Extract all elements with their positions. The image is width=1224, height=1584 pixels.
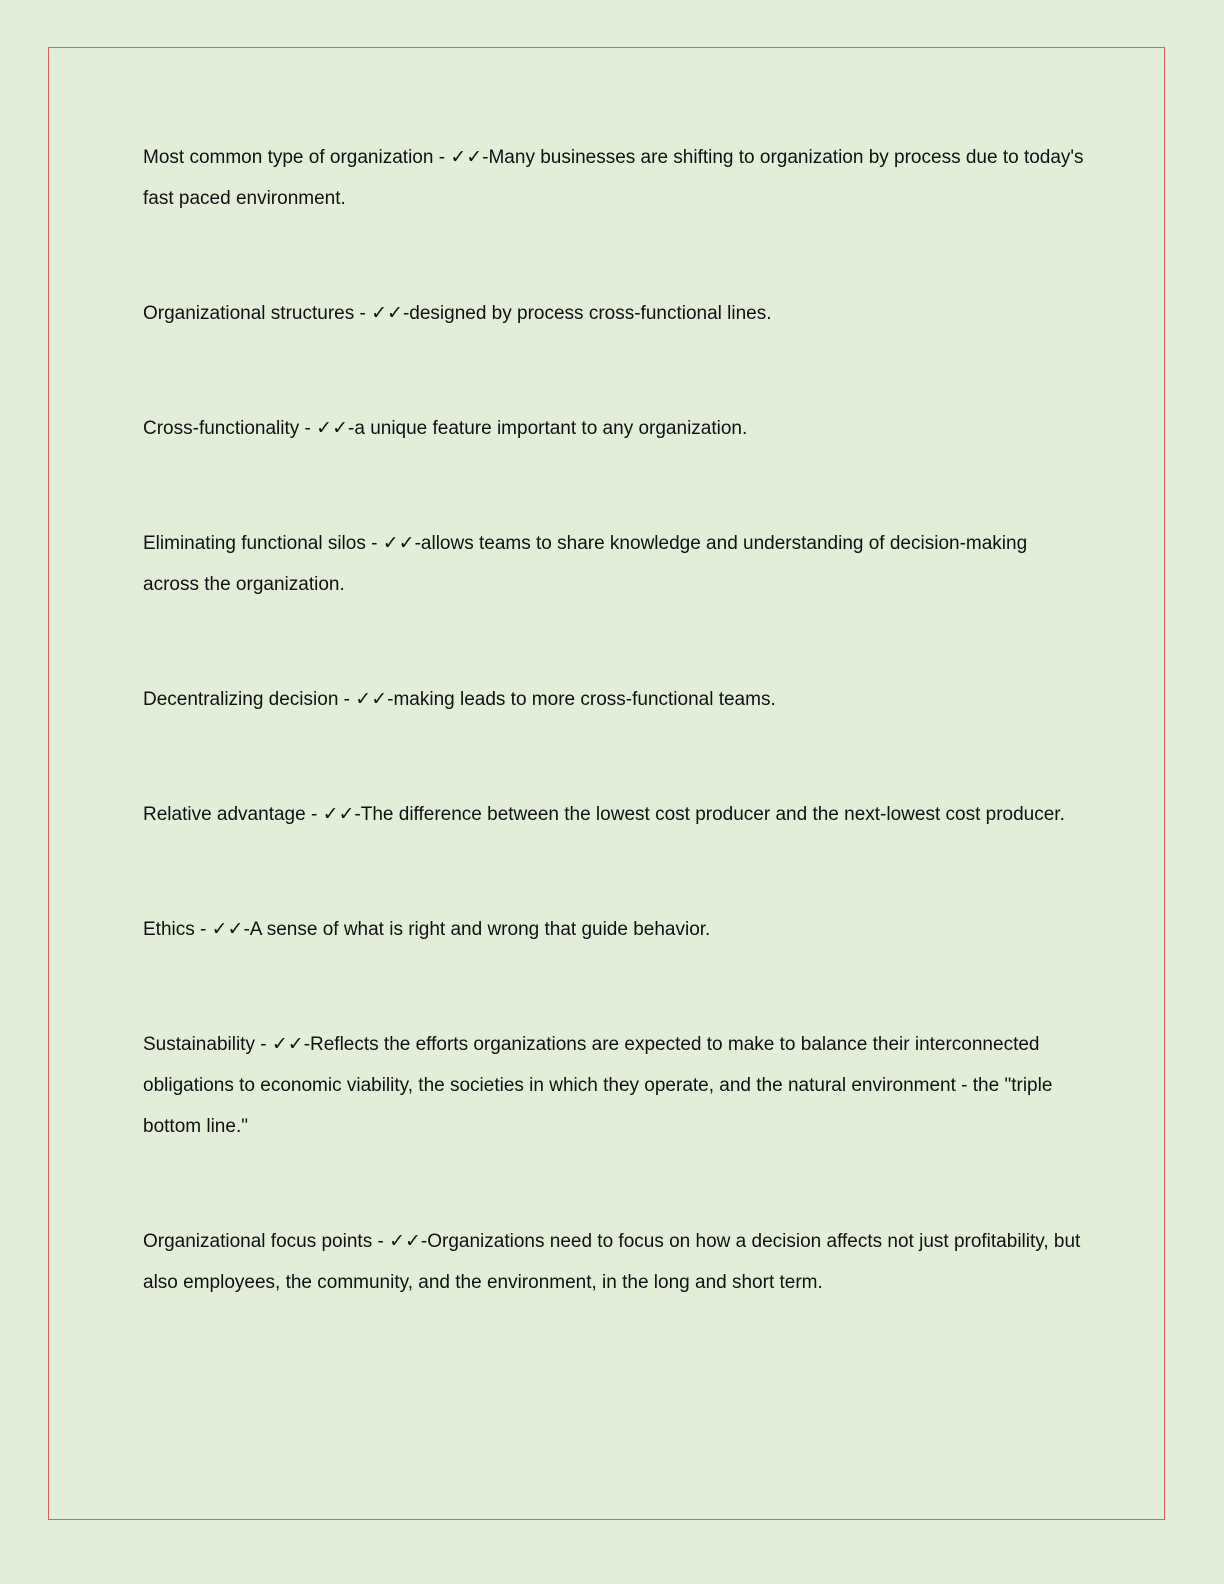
entry-relative-advantage xyxy=(143,794,1088,835)
entry-term: Relative advantage xyxy=(143,804,306,825)
entry-separator: - xyxy=(365,533,383,554)
entry-definition: -Organizations need to focus on how a decision affects not just profitability, but also employees, the community, and the environment, in the long and short term. xyxy=(143,1231,1081,1293)
entry-separator: - xyxy=(194,919,212,940)
entry-separator: - xyxy=(305,804,323,825)
checkmark-icon: ✓✓ xyxy=(355,688,388,710)
checkmark-icon: ✓✓ xyxy=(389,1230,421,1252)
entry-definition: -Reflects the efforts organizations are expected to make to balance their interconnected obligations to economic viability, the societies in which they operate, and the natural environment - the "triple bottom line." xyxy=(143,1034,1053,1137)
document-body xyxy=(143,137,1088,1303)
checkmark-icon: ✓✓ xyxy=(271,1033,304,1055)
entry-definition: -A sense of what is right and wrong that guide behavior. xyxy=(243,919,711,940)
entry-separator: - xyxy=(299,418,317,439)
entry-term: Organizational focus points xyxy=(143,1231,373,1252)
entry-most-common-type xyxy=(143,137,1088,219)
entry-definition: -a unique feature important to any organization. xyxy=(348,418,748,439)
entry-term: Ethics xyxy=(143,919,195,940)
entry-separator: - xyxy=(254,1034,272,1055)
entry-separator: - xyxy=(372,1231,390,1252)
entry-term: Sustainability xyxy=(143,1034,255,1055)
entry-ethics xyxy=(143,909,1088,950)
checkmark-icon: ✓✓ xyxy=(316,417,349,439)
checkmark-icon: ✓✓ xyxy=(382,532,415,554)
entry-definition: -making leads to more cross-functional teams. xyxy=(387,689,776,710)
entry-definition: -The difference between the lowest cost producer and the next-lowest cost producer. xyxy=(354,804,1065,825)
checkmark-icon: ✓✓ xyxy=(450,146,483,168)
entry-term: Cross-functionality xyxy=(143,418,300,439)
entry-term: Organizational structures xyxy=(143,303,355,324)
checkmark-icon: ✓✓ xyxy=(211,918,244,940)
entry-separator: - xyxy=(433,147,451,168)
entry-term: Eliminating functional silos xyxy=(143,533,366,554)
entry-cross-functionality xyxy=(143,408,1088,449)
entry-organizational-structures xyxy=(143,293,1088,334)
entry-term: Most common type of organization xyxy=(143,147,434,168)
entry-definition: -allows teams to share knowledge and understanding of decision-making across the organization. xyxy=(143,533,1028,595)
entry-organizational-focus-points xyxy=(143,1221,1088,1303)
entry-separator: - xyxy=(338,689,356,710)
checkmark-icon: ✓✓ xyxy=(322,803,355,825)
entry-sustainability xyxy=(143,1024,1088,1147)
entry-separator: - xyxy=(354,303,372,324)
entry-term: Decentralizing decision xyxy=(143,689,339,710)
entry-definition: -Many businesses are shifting to organization by process due to today's fast paced environment. xyxy=(143,147,1084,209)
entry-definition: -designed by process cross-functional lines. xyxy=(402,303,772,324)
entry-decentralizing-decision xyxy=(143,679,1088,720)
entry-eliminating-silos xyxy=(143,523,1088,605)
checkmark-icon: ✓✓ xyxy=(371,302,403,324)
